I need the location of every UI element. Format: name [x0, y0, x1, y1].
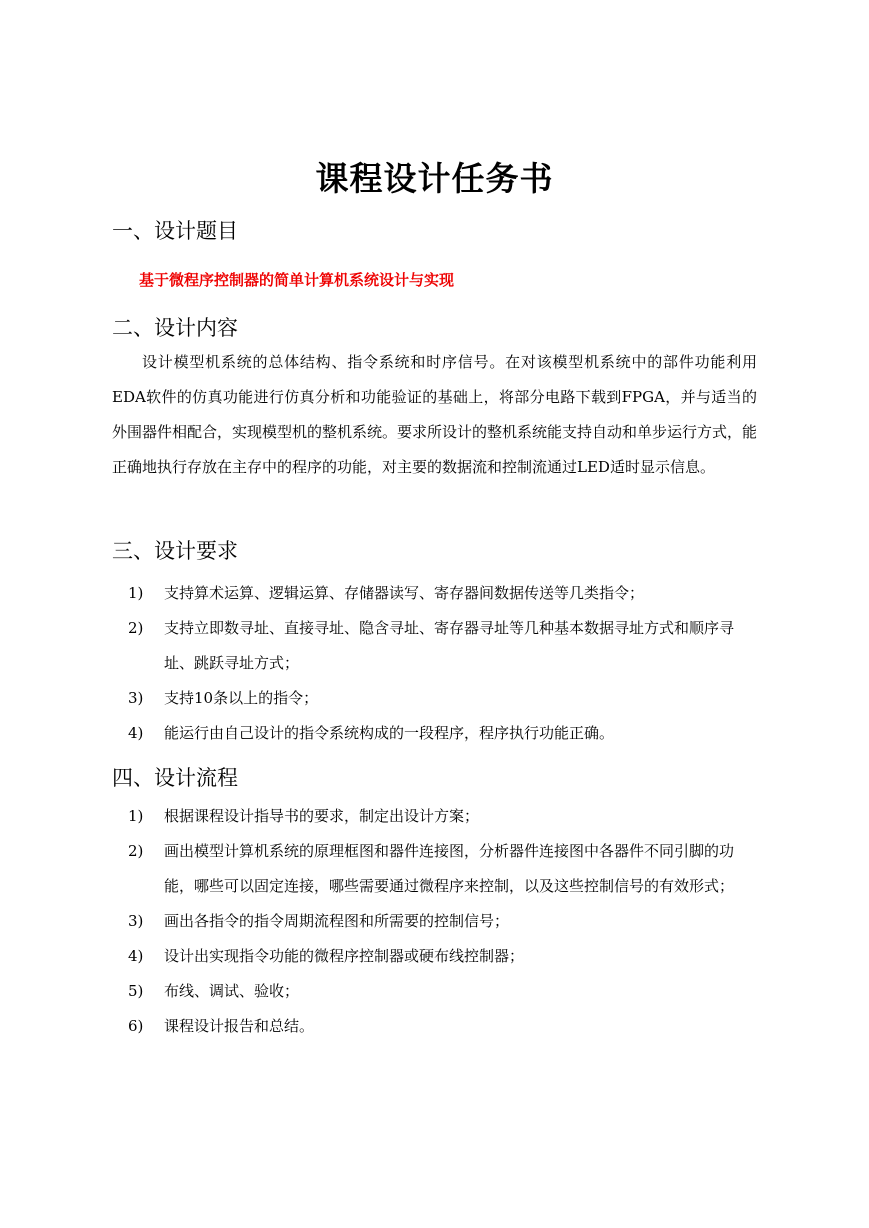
list-item	[112, 799, 762, 834]
section-heading-design-content: 二、设计内容	[112, 316, 238, 340]
list-item-text: 支持算术运算、逻辑运算、存储器读写、寄存器间数据传送等几类指令；	[164, 584, 645, 602]
list-item-number: 4)	[128, 947, 144, 965]
list-item-text: 支持立即数寻址、直接寻址、隐含寻址、寄存器寻址等几种基本数据寻址方式和顺序寻址、跳跃寻址方式；	[164, 619, 735, 672]
list-item	[112, 681, 762, 716]
list-item-text: 支持10条以上的指令；	[164, 689, 319, 707]
list-item	[112, 974, 762, 1009]
list-item-number: 1)	[128, 807, 144, 825]
list-item-text: 画出模型计算机系统的原理框图和器件连接图，分析器件连接图中各器件不同引脚的功能，哪些可以固定连接，哪些需要通过微程序来控制，以及这些控制信号的有效形式；	[164, 842, 735, 895]
list-item	[112, 576, 762, 611]
list-item-number: 1)	[128, 584, 144, 602]
section-heading-design-topic: 一、设计题目	[112, 219, 238, 243]
page-title: 课程设计任务书	[315, 159, 554, 198]
list-item	[112, 716, 762, 751]
list-item	[112, 939, 762, 974]
list-item-text: 设计出实现指令功能的微程序控制器或硬布线控制器；	[164, 947, 525, 965]
list-item-number: 3)	[128, 912, 144, 930]
list-item-number: 2)	[128, 842, 144, 860]
list-item-text: 能运行由自己设计的指令系统构成的一段程序，程序执行功能正确。	[164, 724, 615, 742]
list-item-number: 3)	[128, 689, 144, 707]
requirements-list	[112, 576, 762, 751]
section-heading-design-requirements: 三、设计要求	[112, 539, 238, 563]
list-item-text: 根据课程设计指导书的要求，制定出设计方案；	[164, 807, 480, 825]
list-item-number: 2)	[128, 619, 144, 637]
list-item	[112, 904, 762, 939]
list-item-number: 4)	[128, 724, 144, 742]
list-item-text: 画出各指令的指令周期流程图和所需要的控制信号；	[164, 912, 510, 930]
list-item-number: 5)	[128, 982, 144, 1000]
design-topic-text: 基于微程序控制器的简单计算机系统设计与实现	[139, 271, 455, 289]
list-item-number: 6)	[128, 1017, 144, 1035]
list-item-text: 课程设计报告和总结。	[164, 1017, 315, 1035]
section-heading-design-process: 四、设计流程	[112, 766, 238, 790]
list-item	[112, 834, 762, 904]
list-item	[112, 1009, 762, 1044]
design-content-paragraph: 设计模型机系统的总体结构、指令系统和时序信号。在对该模型机系统中的部件功能利用EDA软件的仿真功能进行仿真分析和功能验证的基础上，将部分电路下载到FPGA，并与适当的外围器件相配合，实现模型机的整机系统。要求所设计的整机系统能支持自动和单步运行方式，能正确地执行存放在主存中的程序的功能，对主要的数据流和控制流通过LED适时显示信息。	[112, 353, 758, 476]
list-item-text: 布线、调试、验收；	[164, 982, 300, 1000]
list-item	[112, 611, 762, 681]
process-list	[112, 799, 762, 1044]
